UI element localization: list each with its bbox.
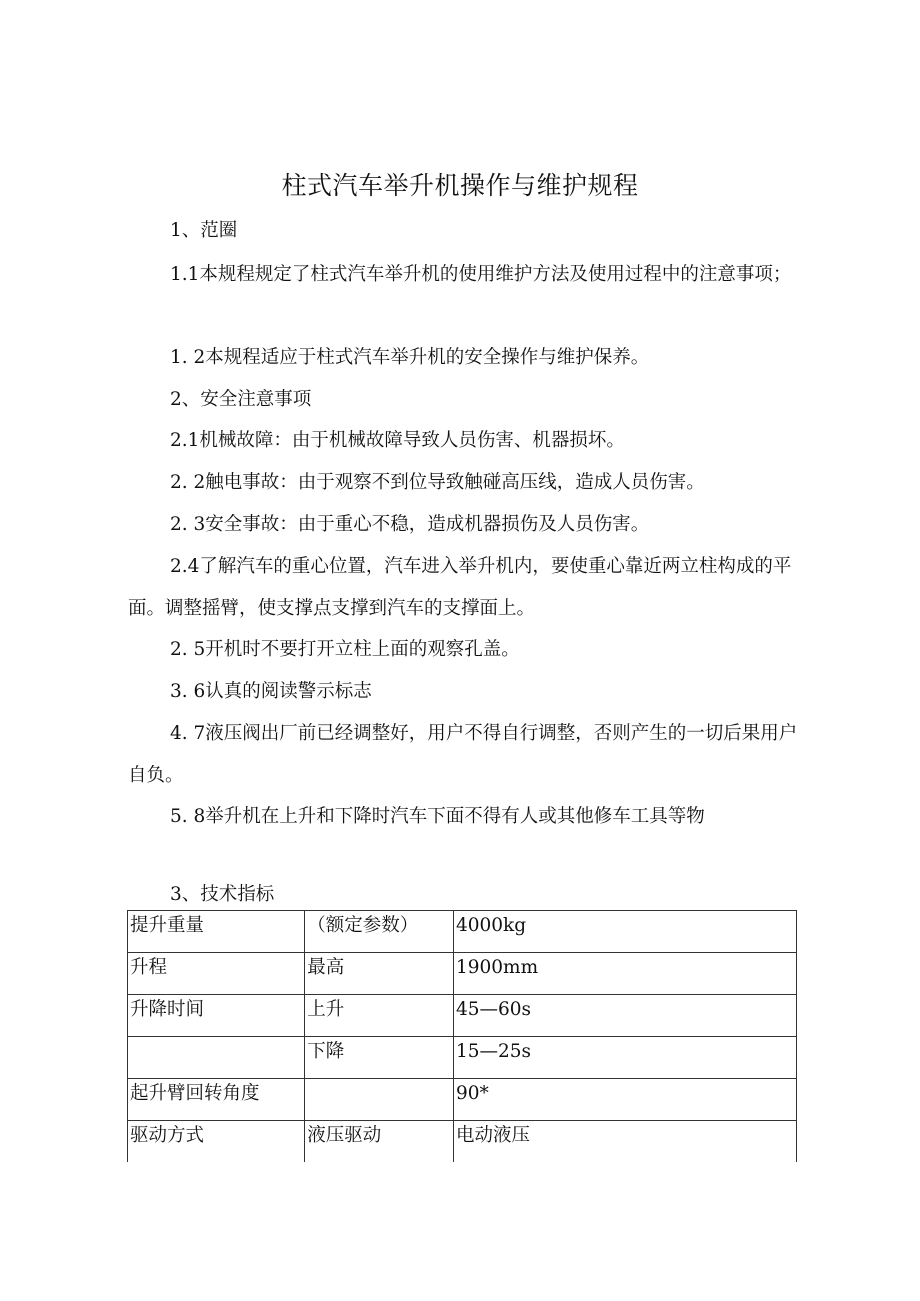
table-cell	[305, 1079, 454, 1121]
table-row	[128, 911, 797, 953]
table-cell: 电动液压	[453, 1121, 796, 1163]
table-cell: 45—60s	[453, 995, 796, 1037]
document-title: 柱式汽车举升机操作与维护规程	[281, 171, 639, 200]
table-cell: 驱动方式	[128, 1121, 305, 1163]
paragraph-1-2: 1. 2本规程适应于柱式汽车举升机的安全操作与维护保养。	[170, 347, 650, 368]
table-cell: 1900mm	[453, 953, 796, 995]
paragraph-1-1: 1.1本规程规定了柱式汽车举升机的使用维护方法及使用过程中的注意事项；	[170, 264, 792, 285]
paragraph-4-7: 4. 7液压阀出厂前已经调整好，用户不得自行调整，否则产生的一切后果用户自负。	[128, 723, 798, 786]
table-cell: 15—25s	[453, 1037, 796, 1079]
section-heading-specs: 3、技术指标	[170, 884, 275, 905]
table-row	[128, 1121, 797, 1163]
table-cell: 升程	[128, 953, 305, 995]
paragraph-3-6: 3. 6认真的阅读警示标志	[170, 681, 372, 702]
paragraph-2-4: 2.4了解汽车的重心位置，汽车进入举升机内，要使重心靠近两立柱构成的平面。调整摇臂，使支撑点支撑到汽车的支撑面上。	[128, 556, 792, 619]
table-cell: 升降时间	[128, 995, 305, 1037]
table-cell: 液压驱动	[305, 1121, 454, 1163]
table-cell: 最高	[305, 953, 454, 995]
table-cell: 4000kg	[453, 911, 796, 953]
paragraph-2-3: 2. 3安全事故：由于重心不稳，造成机器损伤及人员伤害。	[170, 514, 650, 535]
table-row	[128, 953, 797, 995]
paragraph-2-5: 2. 5开机时不要打开立柱上面的观察孔盖。	[170, 639, 520, 660]
section-heading-scope: 1、范圈	[170, 220, 238, 241]
table-cell	[128, 1037, 305, 1079]
table-cell: 提升重量	[128, 911, 305, 953]
section-heading-safety: 2、安全注意事项	[170, 389, 312, 410]
paragraph-5-8: 5. 8举升机在上升和下降时汽车下面不得有人或其他修车工具等物	[170, 806, 705, 827]
table-cell: （额定参数）	[305, 911, 454, 953]
table-cell: 起升臂回转角度	[128, 1079, 305, 1121]
table-cell: 90*	[453, 1079, 796, 1121]
paragraph-2-2: 2. 2触电事故：由于观察不到位导致触碰高压线，造成人员伤害。	[170, 472, 705, 493]
spec-table	[127, 910, 797, 1162]
table-cell: 下降	[305, 1037, 454, 1079]
table-cell: 上升	[305, 995, 454, 1037]
table-row	[128, 995, 797, 1037]
table-row	[128, 1079, 797, 1121]
table-row	[128, 1037, 797, 1079]
paragraph-2-1: 2.1机械故障：由于机械故障导致人员伤害、机器损坏。	[170, 430, 625, 451]
